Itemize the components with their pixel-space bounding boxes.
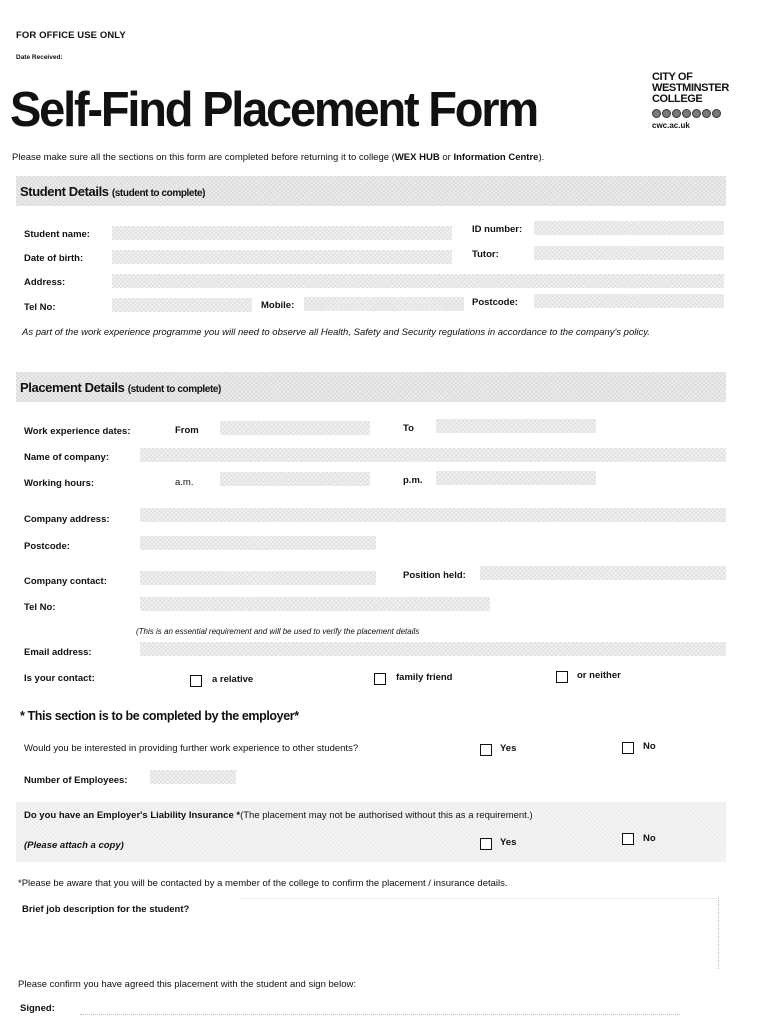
attach-copy-note: (Please attach a copy) (24, 840, 124, 851)
company-name-field[interactable] (140, 448, 726, 462)
relative-checkbox[interactable] (190, 675, 202, 687)
address-field[interactable] (112, 274, 724, 288)
address-label: Address: (24, 277, 66, 288)
id-number-label: ID number: (472, 224, 523, 235)
insurance-yes-label: Yes (500, 837, 517, 848)
logo-line-3: COLLEGE (652, 93, 703, 105)
insurance-no-checkbox[interactable] (622, 833, 634, 845)
from-label: From (175, 425, 199, 436)
insurance-yes-checkbox[interactable] (480, 838, 492, 850)
office-use-heading: FOR OFFICE USE ONLY (16, 30, 126, 41)
company-address-label: Company address: (24, 514, 110, 525)
family-friend-label: family friend (396, 672, 453, 683)
interested-yes-checkbox[interactable] (480, 744, 492, 756)
am-label: a.m. (175, 477, 194, 488)
insurance-question-text: Do you have an Employer's Liability Insurance * (24, 810, 241, 821)
student-tel-field[interactable] (112, 298, 252, 312)
email-label: Email address: (24, 647, 92, 658)
employer-section-title: * This section is to be completed by the employer* (20, 709, 299, 723)
company-postcode-field[interactable] (140, 536, 376, 550)
college-logo (652, 72, 738, 130)
logo-line-1: CITY OF (652, 71, 693, 83)
mobile-label: Mobile: (261, 300, 295, 311)
student-name-field[interactable] (112, 226, 452, 240)
id-number-field[interactable] (534, 221, 724, 235)
insurance-question (24, 810, 533, 821)
working-hours-label: Working hours: (24, 478, 95, 489)
student-postcode-label: Postcode: (472, 297, 518, 308)
email-field[interactable] (140, 642, 726, 656)
logo-line-2: WESTMINSTER (652, 82, 729, 94)
insurance-note: (The placement may not be authorised without this as a requirement.) (240, 810, 533, 821)
confirm-note: Please confirm you have agreed this placement with the student and sign below: (18, 979, 356, 990)
relative-label: a relative (212, 674, 254, 685)
company-tel-label: Tel No: (24, 602, 56, 613)
student-tel-label: Tel No: (24, 302, 56, 313)
to-date-field[interactable] (436, 419, 596, 433)
job-description-field[interactable] (240, 898, 719, 969)
intro-wex-hub: WEX HUB (394, 152, 440, 163)
position-held-label: Position held: (403, 570, 466, 581)
family-friend-checkbox[interactable] (374, 673, 386, 685)
tutor-label: Tutor: (472, 249, 499, 260)
from-date-field[interactable] (220, 421, 370, 435)
position-held-field[interactable] (480, 566, 726, 580)
company-name-label: Name of company: (24, 452, 109, 463)
employees-label: Number of Employees: (24, 775, 128, 786)
end-time-field[interactable] (436, 471, 596, 485)
signature-line[interactable] (80, 1014, 680, 1015)
interested-yes-label: Yes (500, 743, 517, 754)
placement-details-subtitle: (student to complete) (127, 384, 221, 395)
form-title: Self-Find Placement Form (10, 81, 537, 137)
date-received-label: Date Received: (16, 54, 63, 61)
intro-text (12, 152, 544, 163)
company-postcode-label: Postcode: (24, 541, 70, 552)
signed-label: Signed: (20, 1003, 55, 1014)
placement-details-title (20, 380, 221, 395)
work-experience-dates-label: Work experience dates: (24, 426, 131, 437)
essential-note: (This is an essential requirement and will be used to verify the placement details (136, 627, 420, 636)
tutor-field[interactable] (534, 246, 724, 260)
student-details-title (20, 184, 205, 199)
dob-field[interactable] (112, 250, 452, 264)
intro-or: or (439, 152, 454, 163)
student-details-heading: Student Details (20, 184, 109, 199)
student-name-label: Student name: (24, 229, 90, 240)
interested-no-label: No (643, 741, 656, 752)
student-details-subtitle: (student to complete) (111, 188, 206, 199)
interested-question: Would you be interested in providing further work experience to other students? (24, 743, 359, 754)
intro-pre: Please make sure all the sections on this form are completed before returning it to college ( (12, 152, 395, 163)
to-label: To (403, 423, 414, 434)
aware-note: *Please be aware that you will be contacted by a member of the college to confirm the placement / insurance details. (18, 878, 508, 889)
dob-label: Date of birth: (24, 253, 84, 264)
mobile-field[interactable] (304, 297, 464, 311)
policy-note: As part of the work experience programme you will need to observe all Health, Safety and Security regulations in accordance to the company's policy. (22, 327, 650, 338)
start-time-field[interactable] (220, 472, 370, 486)
intro-post: ). (538, 152, 545, 163)
logo-url: cwc.ac.uk (652, 121, 690, 130)
company-contact-label: Company contact: (24, 576, 107, 587)
company-address-field[interactable] (140, 508, 726, 522)
interested-no-checkbox[interactable] (622, 742, 634, 754)
student-postcode-field[interactable] (534, 294, 724, 308)
insurance-no-label: No (643, 833, 656, 844)
placement-details-heading: Placement Details (20, 380, 125, 395)
or-neither-label: or neither (577, 670, 621, 681)
employees-field[interactable] (150, 770, 236, 784)
company-contact-field[interactable] (140, 571, 376, 585)
intro-information-centre: Information Centre (453, 152, 539, 163)
or-neither-checkbox[interactable] (556, 671, 568, 683)
pm-label: p.m. (403, 475, 423, 486)
is-your-contact-label: Is your contact: (24, 673, 95, 684)
company-tel-field[interactable] (140, 597, 490, 611)
logo-circles-icon (652, 109, 738, 118)
job-description-label: Brief job description for the student? (22, 904, 190, 915)
